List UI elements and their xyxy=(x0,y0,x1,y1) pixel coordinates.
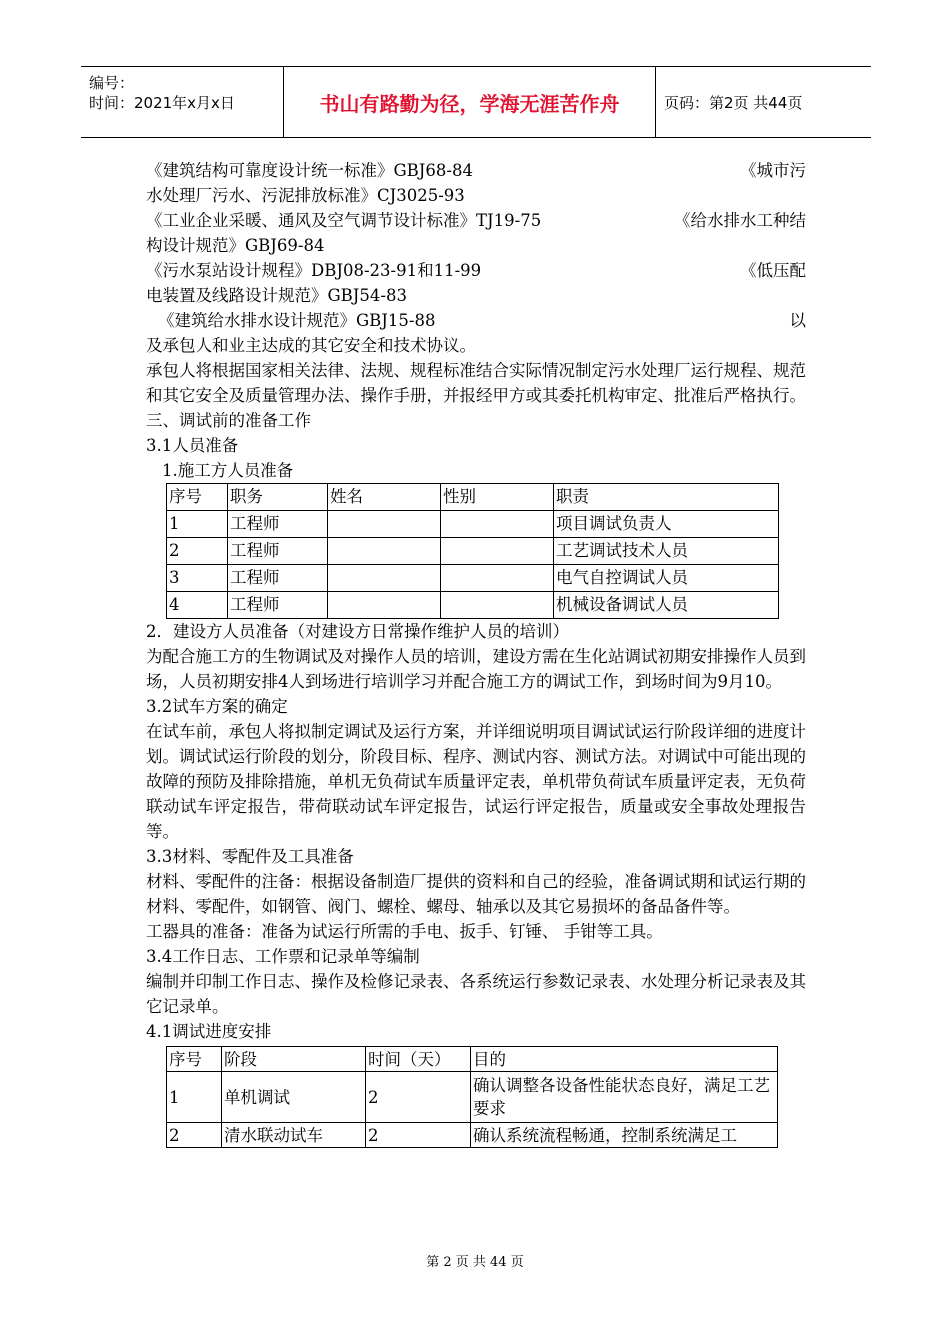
table-cell: 2 xyxy=(366,1072,471,1123)
reference-continuation: 构设计规范》GBJ69-84 xyxy=(146,236,325,255)
table-cell: 3 xyxy=(167,565,228,592)
table-row xyxy=(167,1123,778,1148)
table-cell xyxy=(441,565,554,592)
tools-paragraph: 工器具的准备：准备为试运行所需的手电、扳手、钉锤、 手钳等工具。 xyxy=(146,922,663,941)
table-header-cell: 阶段 xyxy=(222,1047,366,1072)
table-header-cell: 职务 xyxy=(228,484,328,511)
table-cell xyxy=(328,511,441,538)
subsection-heading: 3.1人员准备 xyxy=(146,436,239,455)
table-cell: 确认调整各设备性能状态良好，满足工艺要求 xyxy=(471,1072,778,1123)
table-cell: 工程师 xyxy=(228,511,328,538)
subheading-contractor-staff: 1.施工方人员准备 xyxy=(162,461,294,480)
table-header-cell: 职责 xyxy=(554,484,779,511)
reference-standard: 《建筑给水排水设计规范》GBJ15-88 xyxy=(158,311,436,330)
reference-line xyxy=(146,208,806,233)
table-cell: 确认系统流程畅通，控制系统满足工 xyxy=(471,1123,778,1148)
table-cell: 项目调试负责人 xyxy=(554,511,779,538)
table-header-row xyxy=(167,1047,778,1072)
table-header-cell: 序号 xyxy=(167,484,228,511)
reference-standard-next: 《城市污 xyxy=(740,161,806,180)
table-cell: 2 xyxy=(366,1123,471,1148)
header-page-number: 页码：第2页 共44页 xyxy=(664,93,803,112)
subsection-heading: 3.2试车方案的确定 xyxy=(146,697,288,716)
table-cell: 2 xyxy=(167,1123,222,1148)
table-row xyxy=(167,565,779,592)
table-cell xyxy=(441,538,554,565)
contractor-paragraph: 承包人将根据国家相关法律、法规、规程标准结合实际情况制定污水处理厂运行规程、规范和其它安全及质量管理办法、操作手册，并报经甲方或其委托机构审定、批准后严格执行。 xyxy=(146,361,806,405)
document-number-label: 编号： xyxy=(89,74,135,92)
reference-standard: 《工业企业采暖、通风及空气调节设计标准》TJ19-75 xyxy=(146,211,542,230)
table-header-cell: 目的 xyxy=(471,1047,778,1072)
table-cell: 工程师 xyxy=(228,565,328,592)
subsection-heading: 4.1调试进度安排 xyxy=(146,1022,272,1041)
table-cell: 工程师 xyxy=(228,592,328,619)
header-motto: 书山有路勤为径，学海无涯苦作舟 xyxy=(284,67,656,137)
document-body xyxy=(146,158,806,1148)
table-header-cell: 时间（天） xyxy=(366,1047,471,1072)
table-row xyxy=(167,538,779,565)
table-cell: 电气自控调试人员 xyxy=(554,565,779,592)
reference-standard: 《建筑结构可靠度设计统一标准》GBJ68-84 xyxy=(146,161,473,180)
reference-standard-next: 《给水排水工种结 xyxy=(674,211,806,230)
table-cell: 1 xyxy=(167,1072,222,1123)
table-cell: 清水联动试车 xyxy=(222,1123,366,1148)
table-cell: 4 xyxy=(167,592,228,619)
subheading-owner-staff: 2．建设方人员准备（对建设方日常操作维护人员的培训） xyxy=(146,622,569,641)
table-cell xyxy=(328,592,441,619)
reference-continuation: 及承包人和业主达成的其它安全和技术协议。 xyxy=(146,336,476,355)
table-row xyxy=(167,592,779,619)
table-cell: 机械设备调试人员 xyxy=(554,592,779,619)
logs-paragraph: 编制并印制工作日志、操作及检修记录表、各系统运行参数记录表、水处理分析记录表及其它记录单。 xyxy=(146,972,806,1016)
staff-table xyxy=(166,483,779,619)
reference-continuation: 水处理厂污水、污泥排放标准》CJ3025-93 xyxy=(146,186,465,205)
table-header-cell: 序号 xyxy=(167,1047,222,1072)
table-cell: 工程师 xyxy=(228,538,328,565)
header-meta xyxy=(81,67,284,137)
table-row xyxy=(167,511,779,538)
table-cell: 2 xyxy=(167,538,228,565)
table-cell xyxy=(441,511,554,538)
document-date: 时间：2021年x月x日 xyxy=(89,94,235,112)
table-header-cell: 性别 xyxy=(441,484,554,511)
subsection-heading: 3.4工作日志、工作票和记录单等编制 xyxy=(146,947,420,966)
schedule-table xyxy=(166,1046,778,1148)
reference-line xyxy=(146,158,806,183)
table-cell xyxy=(441,592,554,619)
table-cell xyxy=(328,565,441,592)
section-heading: 三、调试前的准备工作 xyxy=(146,411,311,430)
table-header-row xyxy=(167,484,779,511)
materials-paragraph: 材料、零配件的注备：根据设备制造厂提供的资料和自己的经验，准备调试期和试运行期的材料、零配件，如钢管、阀门、螺栓、螺母、轴承以及其它易损坏的备品备件等。 xyxy=(146,872,806,916)
trial-plan-paragraph: 在试车前，承包人将拟制定调试及运行方案，并详细说明项目调试试运行阶段详细的进度计划。调试试运行阶段的划分，阶段目标、程序、测试内容、测试方法。对调试中可能出现的故障的预防及排除措施，单机无负荷试车质量评定表，单机带负荷试车质量评定表，无负荷联动试车评定报告，带荷联动试车评定报告，试运行评定报告，质量或安全事故处理报告等。 xyxy=(146,722,806,841)
reference-continuation: 电装置及线路设计规范》GBJ54-83 xyxy=(146,286,407,305)
table-cell: 1 xyxy=(167,511,228,538)
owner-training-paragraph: 为配合施工方的生物调试及对操作人员的培训，建设方需在生化站调试初期安排操作人员到场，人员初期安排4人到场进行培训学习并配合施工方的调试工作，到场时间为9月10。 xyxy=(146,647,806,691)
reference-line xyxy=(146,258,806,283)
table-cell: 工艺调试技术人员 xyxy=(554,538,779,565)
table-header-cell: 姓名 xyxy=(328,484,441,511)
reference-standard-next: 《低压配 xyxy=(740,261,806,280)
table-row xyxy=(167,1072,778,1123)
reference-standard: 《污水泵站设计规程》DBJ08-23-91和11-99 xyxy=(146,261,482,280)
page-footer: 第 2 页 共 44 页 xyxy=(426,1255,524,1270)
table-cell xyxy=(328,538,441,565)
reference-line xyxy=(146,308,806,333)
subsection-heading: 3.3材料、零配件及工具准备 xyxy=(146,847,354,866)
table-cell: 单机调试 xyxy=(222,1072,366,1123)
reference-standard-next: 以 xyxy=(789,311,806,330)
page-header xyxy=(81,66,871,138)
